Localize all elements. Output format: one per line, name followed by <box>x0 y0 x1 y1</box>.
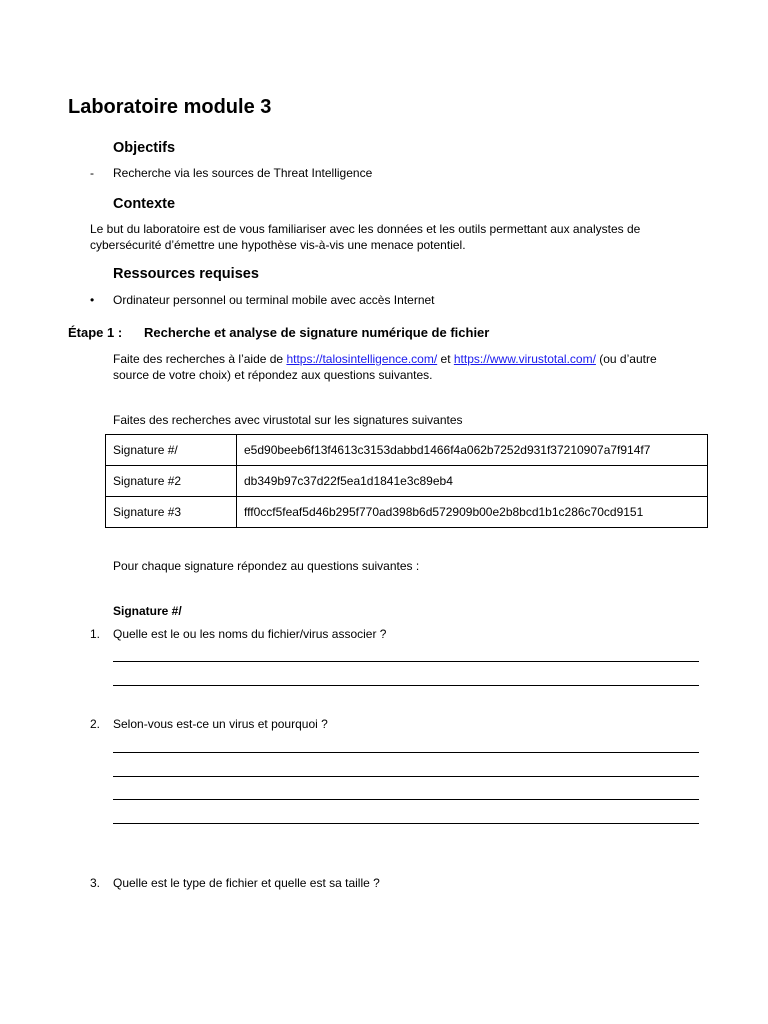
table-intro: Faites des recherches avec virustotal sur les signatures suivantes <box>113 413 463 427</box>
table-row <box>106 435 708 466</box>
answer-line[interactable] <box>113 661 699 662</box>
intro-suffix: (ou d’autre <box>595 352 657 366</box>
talos-link[interactable]: https://talosintelligence.com/ <box>286 352 438 366</box>
signature-label: Signature #/ <box>106 435 237 466</box>
signature-label: Signature #2 <box>106 466 237 497</box>
instructions: Pour chaque signature répondez au questions suivantes : <box>113 559 420 573</box>
etape1-heading: Recherche et analyse de signature numérique de fichier <box>144 325 490 340</box>
signatures-table <box>105 434 708 528</box>
signature-hash: e5d90beeb6f13f4613c3153dabbd1466f4a062b7252d931f37210907a7f914f7 <box>237 435 708 466</box>
signature-hash: fff0ccf5feaf5d46b295f770ad398b6d572909b00e2b8bcd1b1c286c70cd9151 <box>237 497 708 528</box>
question-text: Selon-vous est-ce un virus et pourquoi ? <box>113 717 328 731</box>
virustotal-link[interactable]: https://www.virustotal.com/ <box>453 352 596 366</box>
ressources-heading: Ressources requises <box>113 266 259 282</box>
contexte-heading: Contexte <box>113 196 176 212</box>
question-number: 1. <box>90 627 101 641</box>
signature-label: Signature #3 <box>106 497 237 528</box>
question-text: Quelle est le type de fichier et quelle est sa taille ? <box>113 876 380 890</box>
ressources-bullet: • <box>90 293 95 307</box>
etape1-label: Étape 1 : <box>68 325 123 340</box>
answer-line[interactable] <box>113 776 699 777</box>
objectifs-heading: Objectifs <box>113 140 176 156</box>
question-number: 3. <box>90 876 101 890</box>
contexte-line2: cybersécurité d’émettre une hypothèse vis-à-vis une menace potentiel. <box>90 238 466 252</box>
intro-prefix: Faite des recherches à l’aide de <box>113 352 287 366</box>
page-title: Laboratoire module 3 <box>68 96 272 118</box>
table-row <box>106 497 708 528</box>
objectifs-item: Recherche via les sources de Threat Intelligence <box>113 166 373 180</box>
question-text: Quelle est le ou les noms du fichier/virus associer ? <box>113 627 387 641</box>
answer-line[interactable] <box>113 752 699 753</box>
intro-mid: et <box>437 352 454 366</box>
signature-hash: db349b97c37d22f5ea1d1841e3c89eb4 <box>237 466 708 497</box>
contexte-line1: Le but du laboratoire est de vous familiariser avec les données et les outils permettant aux analystes de <box>90 222 641 236</box>
objectifs-dash: - <box>90 166 94 180</box>
question-number: 2. <box>90 717 101 731</box>
section-signature-heading: Signature #/ <box>113 604 182 618</box>
ressources-item: Ordinateur personnel ou terminal mobile avec accès Internet <box>113 293 435 307</box>
etape1-intro-line2: source de votre choix) et répondez aux questions suivantes. <box>113 368 433 382</box>
answer-line[interactable] <box>113 823 699 824</box>
answer-line[interactable] <box>113 799 699 800</box>
etape1-intro-line1 <box>113 351 657 367</box>
answer-line[interactable] <box>113 685 699 686</box>
table-row <box>106 466 708 497</box>
